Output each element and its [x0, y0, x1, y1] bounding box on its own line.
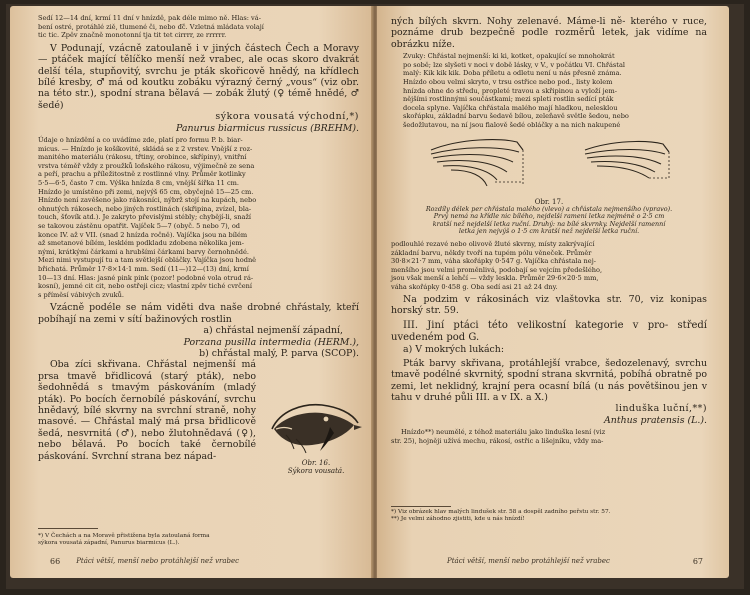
detail-line: a peří, prachu a příležitostně z rostlinné vlny. Průměr kotlinky: [38, 170, 246, 179]
zvuky-line: Hnízdo obou velmi skryto, v trsu ostřice nebo pod., listy kolem: [403, 78, 613, 86]
top-small-line-2: bení ostré, protáhlé ziě, tlumené či, nebo ďč. Vzletná mládata volají: [38, 22, 264, 31]
paragraph-chrastali: Vzácně podéle se nám viděti dva naše drobné chřástaly, kteří pobíhají na zemi v sítí bažinových rostlin: [38, 302, 359, 325]
right-page: [377, 6, 729, 578]
figure-17: [391, 132, 707, 236]
figure-desc-line: kratší než nejdelší letka ruční. Druhý: na bílé skvrnky. Nejdelší ramenní: [432, 219, 666, 228]
paragraph-description: Oba zíci skřivana. Chřástal nejmenší má prsa tmavě břidlicová (starý pták), nebo šedohnědá s tmavým páskováním (mladý pták). Po bocích černobílé páskování, svrchu hnědavý, bílé skvrny na svrchní straně, nohy masové. — Chřástal malý má prsa břidlicově šedá, nesvrnitá (♂), nebo žlutohnědavá (♀), nebo bělavá. Po bocích také černobílé páskování. Svrchní strana bez nápad-: [38, 359, 256, 462]
latin-linduska: Anthus pratensis (L.).: [604, 414, 707, 426]
paragraph-nohy: ných bílých skvrn. Nohy zelenavé. Máme-li ně- kterého v ruce, poznáme drub bezpečně podle rozměrů letek, jak vidíme na obrázku níže.: [391, 16, 707, 50]
paragraph-linduska: Pták barvy skřivana, protáhlejší vrabce, šedozelenavý, svrchu tmavě podélné skvrnitý, spodní strana skvrnitá, pobíhá obratně po zemi, let neklidný, krajní pera ocasní bílá (u nás povětšinou jen v tahu v druhé půli III. a v IX. a X.): [391, 357, 707, 403]
egg-line: podlouhlé rezavé nebo olivově žluté skvrny, místy zakrývající: [391, 239, 595, 248]
right-folio: [447, 557, 703, 566]
figure-16-caption: Obr. 16.: [301, 459, 331, 468]
figure-desc-line: Prvý nemá na křídle nic bílého, nejdelší rameni letka nejméně o 2·5 cm: [433, 212, 665, 221]
list-item-b: b) chřástal malý, P. parva (SCOP).: [199, 347, 359, 359]
footnote-line: sýkora vousatá západní, Panurus biarmicus (L.).: [38, 540, 180, 546]
egg-details: [391, 240, 707, 292]
detail-line: 5·5—6·5, často 7 cm. Výška hnízda 8 cm, vnější šířka 11 cm.: [38, 179, 239, 187]
detail-line: Hnízdo je umístěno při zemi, nejvýš 65 cm, obyčejně 15—25 cm.: [38, 187, 254, 196]
zvuky-line: šedožlutavou, na ní jsou fialově šedé obláčky a na nich nakupené: [403, 120, 621, 129]
figure-17-caption: Obr. 17.: [534, 197, 564, 206]
wing-feathers-illustration: [391, 132, 707, 192]
list-item-a-latin: Porzana pusilla intermedia (HERM.),: [183, 336, 359, 348]
species-name: sýkora vousatá východní,*): [215, 111, 359, 123]
zvuky-block: [391, 52, 707, 129]
figure-desc-line: letka jen nejvýš o 1·5 cm kratší než nejdelší letka ruční.: [458, 227, 640, 236]
detail-line: až smetanové bílém, lesklém podkladu zdobena několika jem-: [38, 239, 244, 248]
egg-line: jsou však menší a lehčí — vždy leskla. Průměr 29·6×20·5 mm,: [391, 274, 599, 283]
detail-line: břichatá. Průměr 17·8×14·1 mm. Sedí (11—)12—(13) dní, krmí: [38, 264, 249, 273]
footnote-rule: [38, 528, 98, 529]
bearded-tit-head-illustration: [266, 389, 364, 455]
page-number: 66: [50, 557, 61, 566]
detail-line: manitého materiálu (rákosu, třtiny, orobince, skřípiny), vnitřní: [38, 153, 247, 162]
egg-line: menšího jsou velmi proměnlivá, podobají se vejcím předešlého,: [391, 265, 603, 274]
footnote-line: **) Je velmi záhodno zjistiti, kde u nás hnízdí!: [391, 516, 525, 522]
left-page: [10, 6, 373, 578]
nesting-details: [38, 136, 359, 299]
figure-16: [266, 389, 366, 475]
page-number: 67: [692, 557, 703, 566]
species-linduska: linduška luční,**): [615, 403, 707, 415]
right-column: [391, 16, 707, 445]
footnote-line: *) V Čechách a na Moravě přistižena byla zatoulaná forma: [38, 533, 210, 539]
detail-line: Mezi nimi vystupují tu a tam světlejší obláčky. Vajíčka jsou hodně: [38, 256, 257, 265]
detail-line: kosní), jemné cit cit, nebo ostřeji cicz; vlastní zpěv tiché cvrčení: [38, 282, 253, 291]
paragraph-podzim: Na podzim v rákosinách viz vlaštovka str. 70, viz konipas horský str. 59.: [391, 293, 707, 316]
latin-name: Panurus biarmicus russicus (BREHM).: [176, 122, 359, 134]
zvuky-line: hnízda ohne do středu, propleté travou a skřipinou a vyloží jem-: [403, 86, 618, 95]
detail-line: konce IV. až v VII. (snad 2 hnízda ročně). Vajíčka jsou na bílém: [38, 230, 248, 239]
left-folio: [50, 557, 340, 566]
detail-line: 10—13 dní. Hlas: jasné pink pink (pozor! podobné vola otrud rá-: [38, 273, 254, 282]
detail-line: touch, šťovík atd.). Je zakryto převislými stébly; chybějí-li, snaží: [38, 213, 252, 222]
egg-line: základní barvu, někdy tvoří na tupém pólu věneček. Průměr: [391, 248, 592, 257]
detail-line: s příměsí vábivých zvuků.: [38, 290, 124, 299]
left-column: [38, 14, 359, 476]
left-footnote: [38, 533, 278, 547]
figure-desc-line: Rozdíly délek per chřástala malého (vlevo) a chřástala nejmenšího (vpravo).: [425, 204, 673, 213]
footnote-line: *) Viz obrázek hlav malých lindušek str. 58 a dospěl zadního peřstu str. 57.: [391, 509, 611, 515]
section-heading: III. Jiní ptáci této velikostní kategorie v pro- středí uvedeném pod G.: [391, 320, 707, 344]
detail-line: ohnutých rákosech, nebo jiných rostlinách (skřipina, zvízel, bla-: [38, 204, 252, 213]
top-small-line-1: Sedí 12—14 dní, krmí 11 dní v hnízdě, pak déle mimo ně. Hlas: vá-: [38, 14, 261, 22]
detail-line: micus. — Hnízdo je košíkovité, skládá se z 2 vrstev. Vnější z roz-: [38, 144, 253, 153]
detail-line: se takovou zástěnu opatřit. Vajíček 5—7 (obyč. 5 nebo 7), od: [38, 221, 241, 230]
detail-line: Hnízdo není zavěšeno jako rákosníci, nýbrž stojí na kupách, nebo: [38, 196, 257, 205]
figure-16-subcaption: Sýkora vousatá.: [287, 467, 345, 476]
hnizdo-line: Hnízdo**) neumělé, z téhož materiálu jako linduška lesní (viz: [401, 428, 606, 437]
right-footnote: [391, 509, 701, 523]
para3-wrap: [38, 359, 359, 476]
detail-line: Údaje o hnízdění a co uvádíme zde, platí pro formu P. b. biar-: [38, 136, 243, 145]
detail-line: nými, krátkými čárkami a hrubšími čárkami barvy černohnědé.: [38, 247, 250, 256]
running-title: Ptáci větší, menší nebo protáhlejší než vrabec: [76, 557, 240, 565]
zvuky-line: po sobě; lze slyšeti v noci v době lásky, v V., v počátku VI. Chřástal: [403, 60, 625, 69]
list-item-a: a) chřástal nejmenší západní,: [203, 325, 343, 337]
hnizdo-line: str. 25), hojněji užívá mechu, rákosí, ostřic a lišejníku, vždy ma-: [391, 436, 604, 445]
footnote-rule: [391, 506, 451, 507]
zvuky-line: docela splyne. Vajíčka chřástala malého mají hladkou, nelesklou: [403, 103, 618, 112]
running-title: Ptáci větší, menší nebo protáhlejší než vrabec: [447, 557, 610, 565]
egg-line: váha skořápky 0·458 g. Oba sedí asi 21 až 24 dny.: [391, 282, 558, 291]
zvuky-line: skořápku, základní barvu šedavě bílou, zeleňavě světle šedou, nebo: [403, 112, 629, 121]
paragraph-sykora: V Podunají, vzácně zatoulaně i v jiných částech Čech a Moravy — ptáček mající tělíčko menší než vrabec, ale ocas skoro dvakrát delší téla, stupňovitý, svrchu je pták skořicově hnědý, na křídlech bílé kresby, ♂ má od koutku zobáku výrazný černý „vous“ (viz obr. na této str.), spodní strana bělavá — zobák žlutý (♀ témě hnědé, ♂ šedé): [38, 42, 359, 111]
figure-17-description: [391, 206, 707, 236]
egg-line: 30·8×21·7 mm, váha skořápky 0·547 g. Vajíčka chřástala nej-: [391, 257, 596, 266]
species-line: [38, 111, 359, 122]
zvuky-line: nějšími rostlinnými součástkami; mezi spleti rostlin sedící pták: [403, 95, 614, 104]
subheading: a) V mokrých lukách:: [403, 344, 504, 356]
zvuky-line: malý: Kik kik kik. Doba příletu a odletu není u nás přesně známa.: [403, 69, 622, 78]
top-small-line-3: tic tic. Zpěv značně monotonní tja tit tet cirrrr, ze rrrrrr.: [38, 31, 227, 40]
zvuky-line: Zvuky: Chřástal nejmenší: ki ki, kotket, opakující se mnohokrát: [403, 52, 615, 61]
detail-line: vrstva téměř vždy z proužků loňského rákosu, výjimečně ze sena: [38, 161, 255, 170]
